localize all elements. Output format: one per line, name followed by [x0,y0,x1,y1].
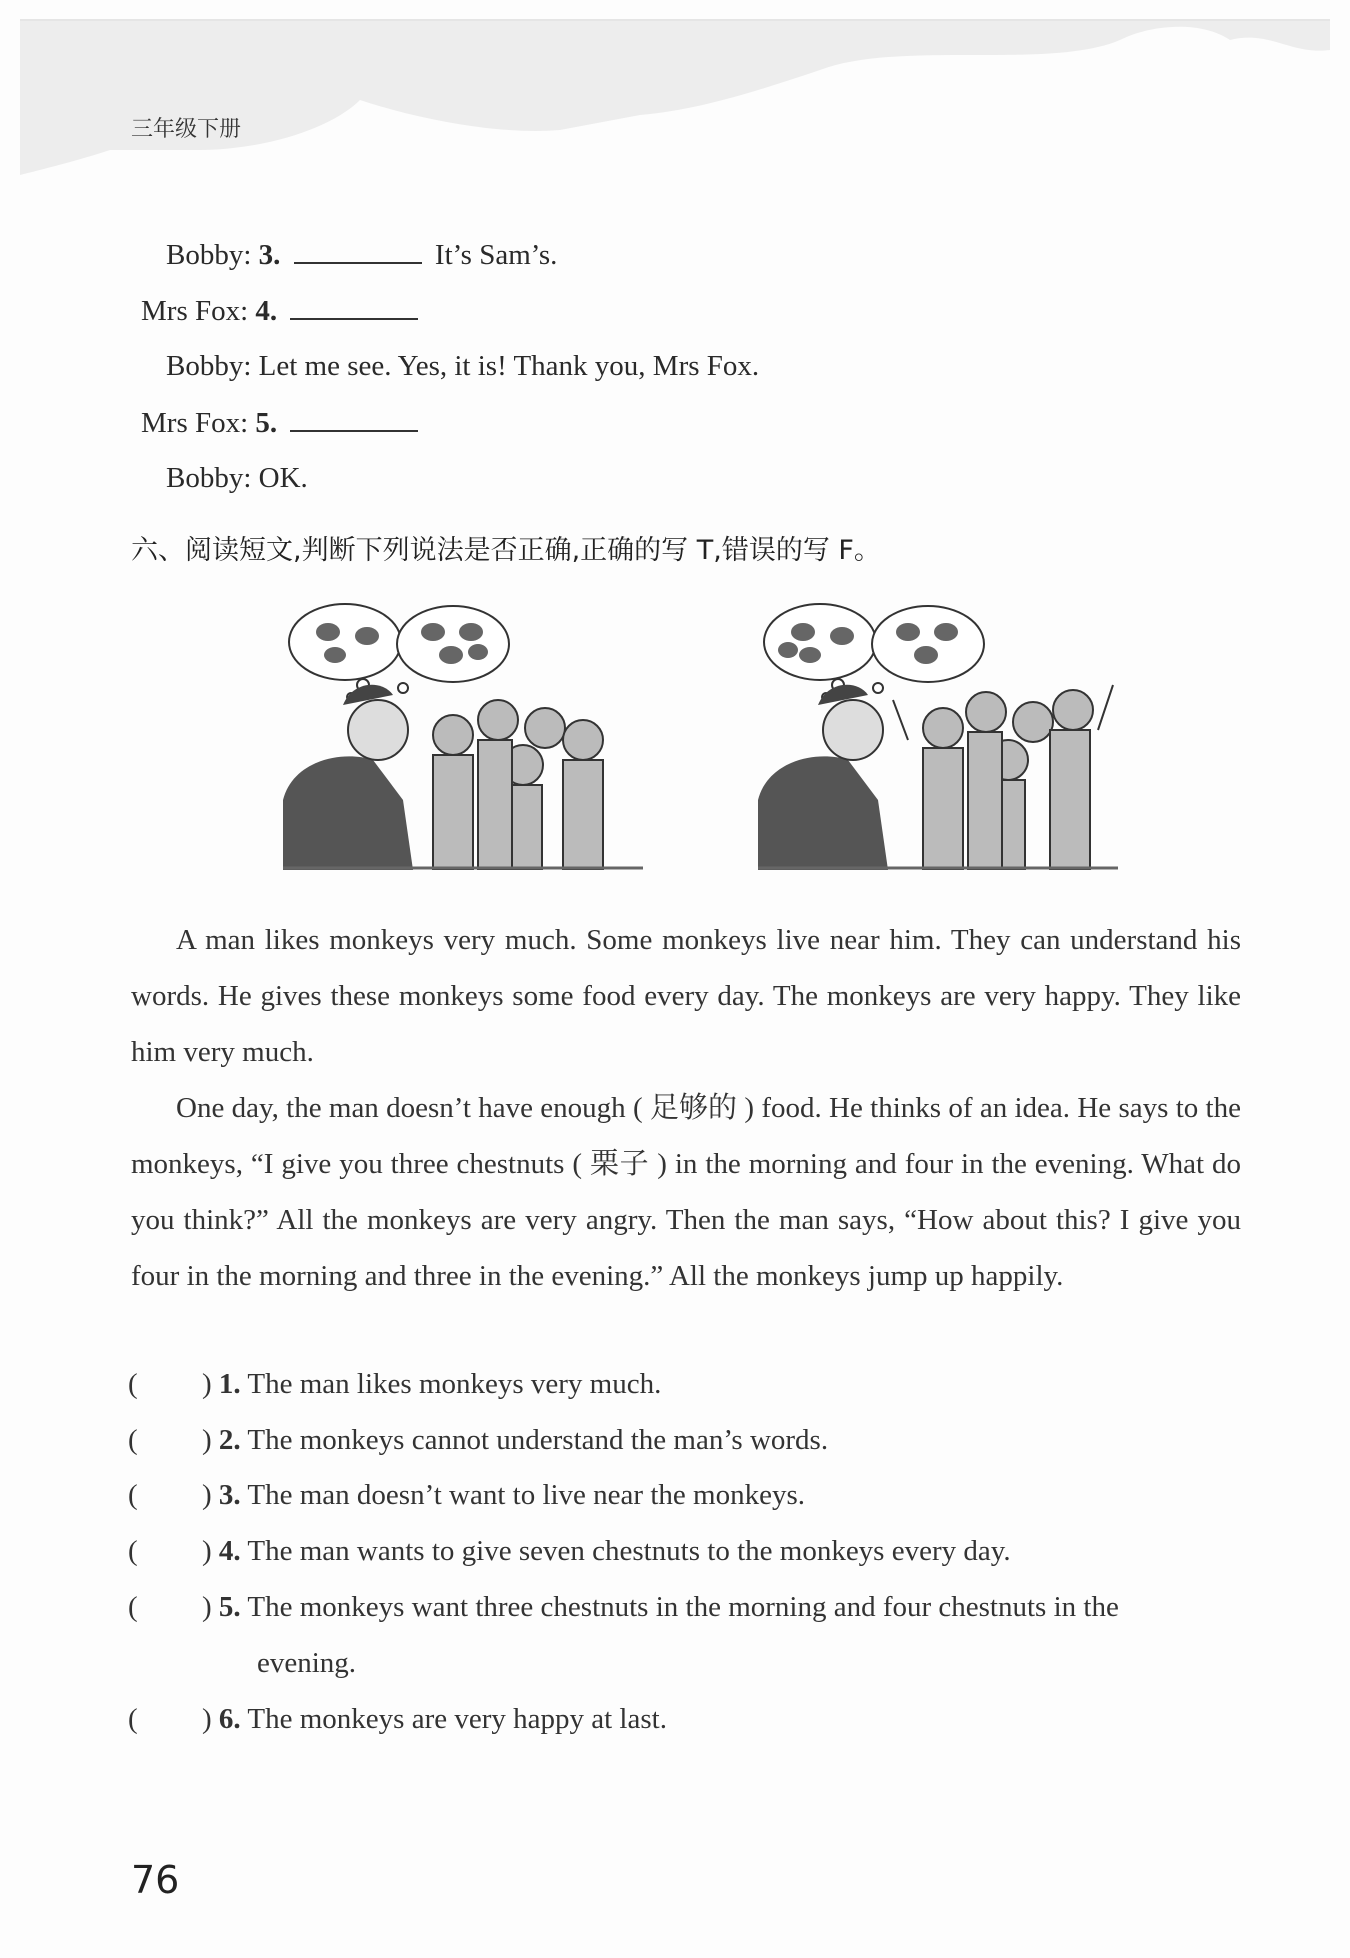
question-6: ( ) 6. The monkeys are very happy at last. [128,1703,667,1735]
question-4: ( ) 4. The man wants to give seven chestnuts to the monkeys every day. [128,1535,1011,1567]
question-text: The monkeys want three chestnuts in the morning and four chestnuts in the [247,1591,1119,1623]
dialogue-line-4 [141,404,418,441]
question-number: 2. [218,1424,241,1456]
section-title: 六、阅读短文,判断下列说法是否正确,正确的写 T,错误的写 F。 [131,535,881,566]
illustration-happy-monkeys [758,600,1118,870]
speaker: Bobby: [166,239,252,271]
item-number: 4. [255,295,278,327]
header-cloud-decoration [0,0,1350,200]
question-number: 3. [218,1479,241,1511]
reading-passage [131,912,1241,1304]
answer-blank[interactable] [290,292,418,320]
speaker: Mrs Fox: [141,295,249,327]
answer-paren[interactable]: ( [128,1424,138,1456]
answer-paren[interactable]: ( [128,1591,138,1623]
dialogue-line-3 [166,348,759,384]
speaker: Bobby: [166,462,252,494]
question-number: 6. [218,1703,241,1735]
question-number: 4. [218,1535,241,1567]
question-3: ( ) 3. The man doesn’t want to live near the monkeys. [128,1479,805,1511]
passage-paragraph-2: One day, the man doesn’t have enough ( 足够的 ) food. He thinks of an idea. He says to the monkeys, “I give you three chestnuts ( 栗子 ) in the morning and four in the evening. What do you think?” All the monkeys are very angry. Then the man says, “How about this? I give you four in the morning and three in the evening.” All the monkeys jump up happily. [131,1092,1241,1292]
question-1: ( ) 1. The man likes monkeys very much. [128,1368,662,1400]
question-text: The man doesn’t want to live near the monkeys. [247,1479,805,1511]
line-text: Let me see. Yes, it is! Thank you, Mrs Fox. [258,350,760,382]
question-number: 1. [218,1368,241,1400]
question-text: The monkeys are very happy at last. [247,1703,667,1735]
dialogue-line-2 [141,292,418,329]
passage-paragraph-1: A man likes monkeys very much. Some monkeys live near him. They can understand his words. He gives these monkeys some food every day. The monkeys are very happy. They like him very much. [131,924,1241,1068]
item-number: 3. [258,239,281,271]
answer-paren[interactable]: ( [128,1703,138,1735]
item-number: 5. [255,407,278,439]
answer-blank[interactable] [294,236,422,264]
speaker: Bobby: [166,350,252,382]
answer-paren[interactable]: ( [128,1479,138,1511]
question-5: ( ) 5. The monkeys want three chestnuts in the morning and four chestnuts in the [128,1591,1119,1623]
question-number: 5. [218,1591,241,1623]
speaker: Mrs Fox: [141,407,249,439]
dialogue-line-5 [166,460,308,496]
answer-paren[interactable]: ( [128,1535,138,1567]
page-number: 76 [131,1858,180,1902]
answer-paren[interactable]: ( [128,1368,138,1400]
question-text: The man wants to give seven chestnuts to the monkeys every day. [247,1535,1011,1567]
question-2: ( ) 2. The monkeys cannot understand the man’s words. [128,1424,829,1456]
question-5-continuation: evening. [257,1647,357,1679]
question-text: The man likes monkeys very much. [247,1368,662,1400]
dialogue-line-1 [166,236,557,273]
line-text: OK. [258,462,308,494]
line-text: It’s Sam’s. [434,239,558,271]
question-text: The monkeys cannot understand the man’s words. [247,1424,829,1456]
grade-label: 三年级下册 [131,117,242,142]
answer-blank[interactable] [290,404,418,432]
illustration-angry-monkeys [283,600,643,870]
